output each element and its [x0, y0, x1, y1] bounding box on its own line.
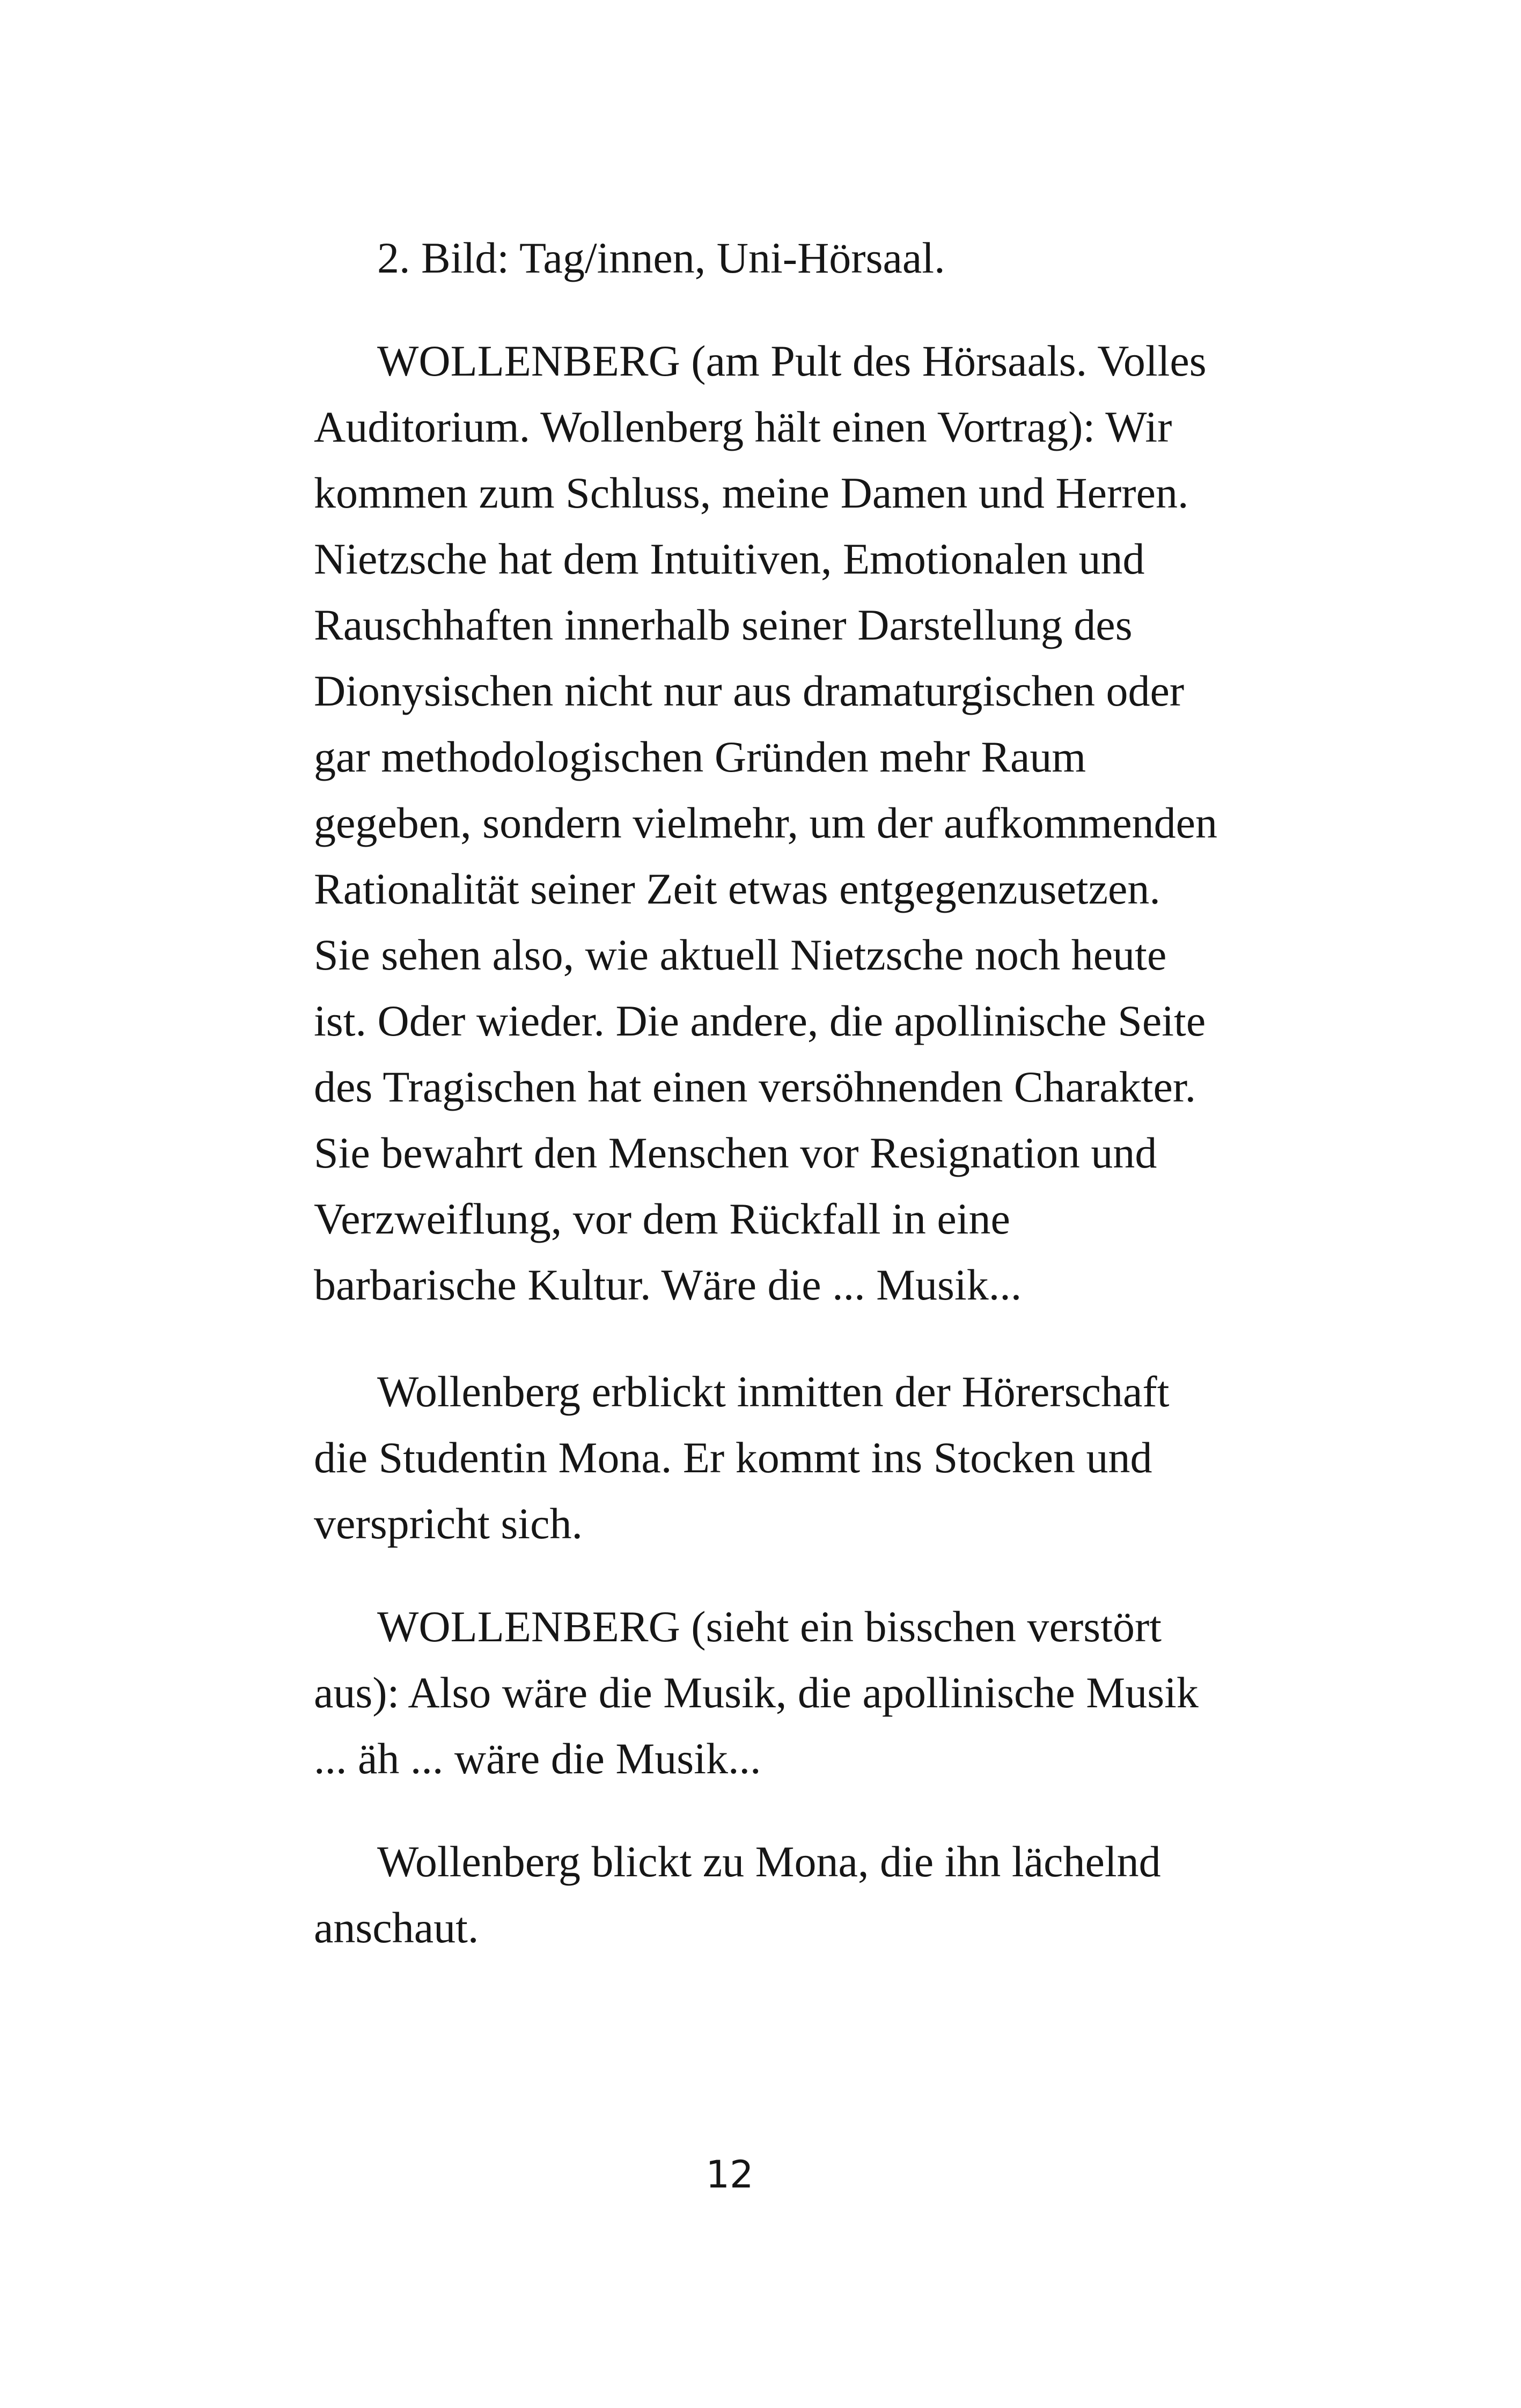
text-line: Sie sehen also, wie aktuell Nietzsche noch heute [314, 930, 1167, 979]
text-line: gegeben, sondern vielmehr, um der aufkommenden [314, 798, 1218, 847]
text-line: ist. Oder wieder. Die andere, die apollinische Seite [314, 996, 1206, 1045]
text-line: aus): Also wäre die Musik, die apollinische Musik [314, 1668, 1199, 1717]
page-number: 12 [706, 2153, 754, 2197]
text-line: anschaut. [314, 1903, 479, 1952]
text-line: kommen zum Schluss, meine Damen und Herren. [314, 468, 1189, 517]
text-line: Auditorium. Wollenberg hält einen Vortrag): Wir [314, 402, 1172, 451]
text-line: Nietzsche hat dem Intuitiven, Emotionalen und [314, 534, 1145, 583]
text-line: ... äh ... wäre die Musik... [314, 1734, 761, 1783]
text-line: Rationalität seiner Zeit etwas entgegenzusetzen. [314, 864, 1160, 913]
text-line: WOLLENBERG (sieht ein bisschen verstört [377, 1602, 1162, 1651]
text-line: 2. Bild: Tag/innen, Uni-Hörsaal. [377, 233, 945, 282]
text-line: die Studentin Mona. Er kommt ins Stocken und [314, 1433, 1152, 1482]
text-line: verspricht sich. [314, 1499, 583, 1548]
text-line: WOLLENBERG (am Pult des Hörsaals. Volles [377, 336, 1207, 385]
text-line: Sie bewahrt den Menschen vor Resignation und [314, 1128, 1157, 1177]
text-line: Dionysischen nicht nur aus dramaturgischen oder [314, 666, 1185, 715]
text-line: gar methodologischen Gründen mehr Raum [314, 732, 1086, 781]
text-line: barbarische Kultur. Wäre die ... Musik... [314, 1260, 1022, 1309]
text-line: Wollenberg blickt zu Mona, die ihn lächelnd [377, 1837, 1161, 1886]
text-line: Verzweiflung, vor dem Rückfall in eine [314, 1194, 1010, 1243]
text-line: des Tragischen hat einen versöhnenden Charakter. [314, 1062, 1196, 1111]
text-line: Rauschhaften innerhalb seiner Darstellung des [314, 600, 1133, 649]
text-line: Wollenberg erblickt inmitten der Hörerschaft [377, 1367, 1170, 1416]
